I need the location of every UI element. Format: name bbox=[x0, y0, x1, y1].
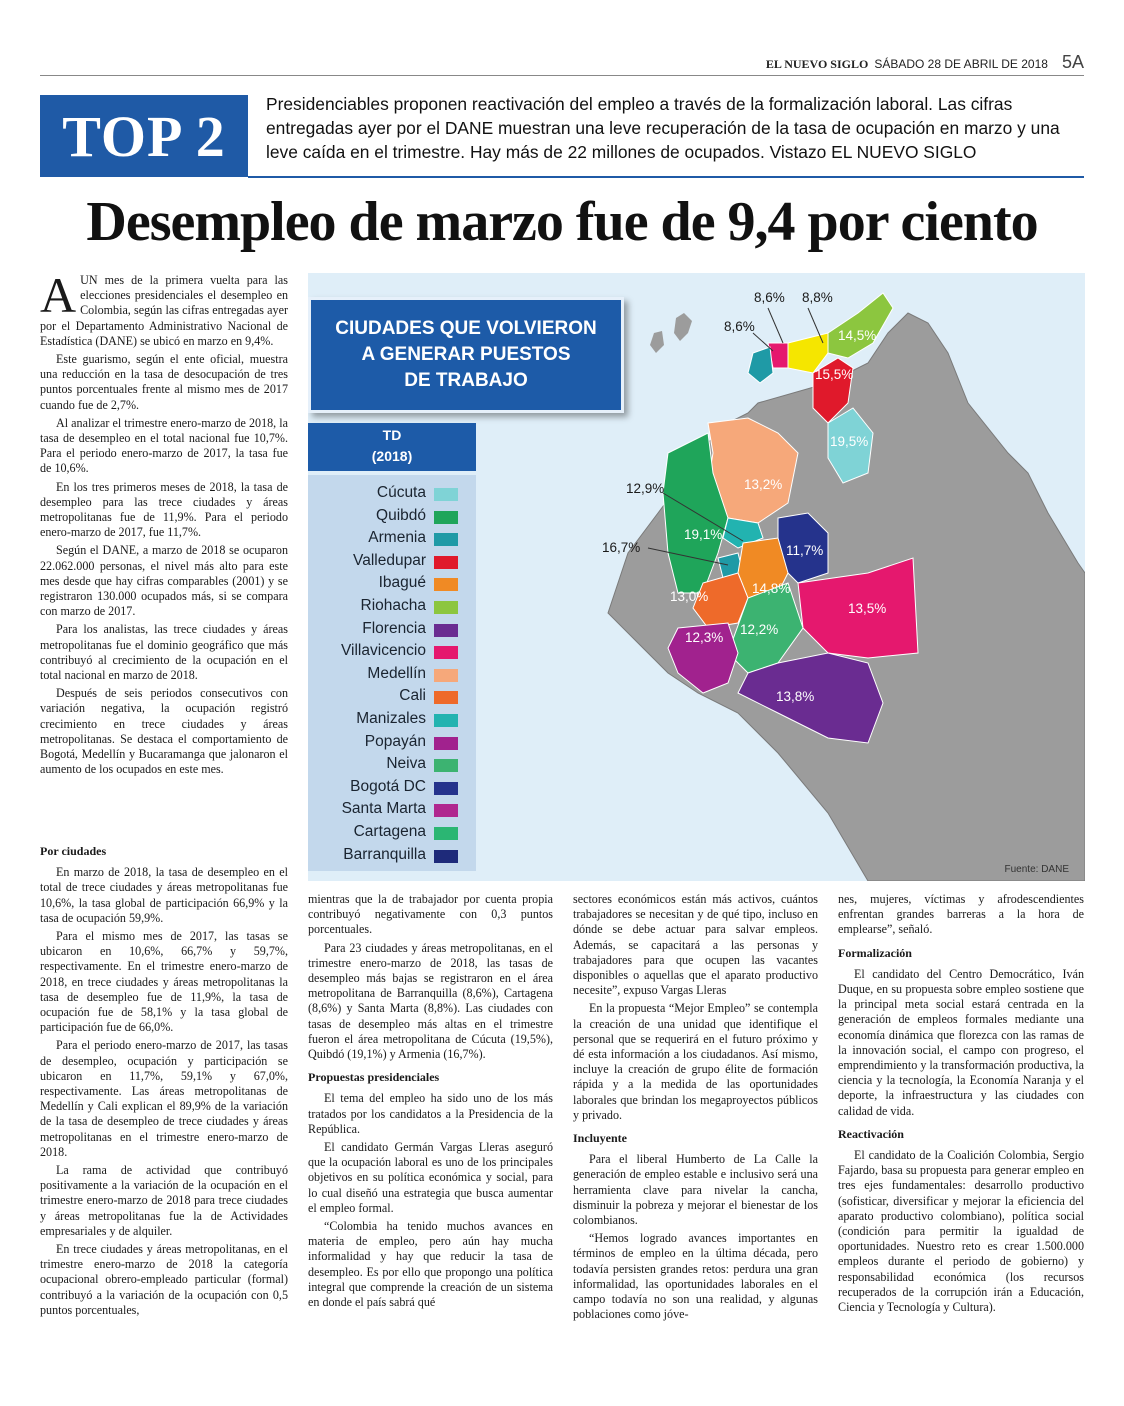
legend-swatch bbox=[434, 804, 458, 817]
article-paragraph: En los tres primeros meses de 2018, la tasa de desempleo para las trece ciudades y áreas metropolitanas fue de 11,9%. Para el periodo enero-marzo de 2017, fue 11,7%. bbox=[40, 479, 288, 540]
article-paragraph: AUN mes de la primera vuelta para las elecciones presidenciales el desempleo en Colombia, según las cifras entregadas ayer por el Departamento Administrativo Nacional de Estadística (DANE) se ubicó en marzo en 9,4%. bbox=[40, 267, 288, 348]
article-paragraph: Después de seis periodos consecutivos con variación negativa, la ocupación registró crecimiento en trece ciudades y áreas metropolitanas. Se destaca el comportamiento de Bogotá, Medellín y Bucaramanga que jalonaron el aumento de los ocupados en este mes. bbox=[40, 686, 288, 777]
legend-swatch bbox=[434, 669, 458, 682]
legend-swatch bbox=[434, 578, 458, 591]
map-label-cali: 13,0% bbox=[670, 589, 709, 604]
map-label-armenia: 16,7% bbox=[602, 540, 641, 555]
article-paragraph: En la propuesta “Mejor Empleo” se contempla la creación de una unidad que identifique el personal que se requerirá en el futuro próximo y dé esta información a los ciudadanos. Así mismo, incluye la creación de grupo élite de formación rápida y a la medida de las oportunidades laborales que brindan los megaproyectos públicos y privado. bbox=[573, 1001, 818, 1122]
article-paragraph: Este guarismo, según el ente oficial, muestra una reducción en la tasa de desocupación de tres puntos porcentuales frente al mismo mes de 2017 cuando fue de 2,7%. bbox=[40, 352, 288, 412]
masthead bbox=[766, 52, 1084, 73]
legend-swatch bbox=[434, 624, 458, 637]
legend-item bbox=[308, 551, 476, 573]
subheading: Reactivación bbox=[838, 1126, 904, 1141]
legend-item bbox=[308, 686, 476, 708]
legend-item-label: Cartagena bbox=[353, 823, 426, 840]
legend-item bbox=[308, 709, 476, 731]
graphic-title-line: CIUDADES QUE VOLVIERON bbox=[335, 318, 597, 339]
legend-item-label: Cali bbox=[399, 687, 426, 705]
map-label-barranquilla: 8,6% bbox=[754, 290, 785, 305]
article-paragraph: Para 23 ciudades y áreas metropolitanas, en el trimestre enero-marzo de 2018, las tasas de desempleo más bajas se registraron en el área metropolitana de Barranquilla (8,6%), Cartagena (8,6%) y Santa Marta (8,8%). Las ciudades con tasas de desempleo más altas en el trimestre fueron el área metropolitana de Cúcuta (19,5%), Quibdó (19,1%) y Armenia (16,7%). bbox=[308, 940, 553, 1062]
legend-item-label: Manizales bbox=[356, 710, 426, 727]
article-column-2 bbox=[308, 892, 553, 1313]
legend-swatch bbox=[434, 827, 458, 840]
legend-swatch bbox=[434, 759, 458, 772]
legend-item-label: Cúcuta bbox=[376, 484, 426, 501]
article-paragraph: La rama de actividad que contribuyó positivamente a la variación de la ocupación en el trimestre enero-marzo de 2018 para trece ciudades y áreas metropolitanas fue la de Actividades empresariales y de alquiler. bbox=[40, 1163, 288, 1238]
legend-header bbox=[308, 423, 476, 471]
article-paragraph: Para el liberal Humberto de La Calle la generación de empleo estable e inclusivo será una herramienta clave para nivelar la cancha, disminuir la pobreza y mejorar el bienestar de los colombianos. bbox=[573, 1152, 818, 1228]
infographic bbox=[308, 273, 1085, 881]
legend-item bbox=[308, 596, 476, 618]
article-paragraph: Para el mismo mes de 2017, las tasas se ubicaron en 10,6%, 66,7% y 59,7%, respectivamente. En el trimestre enero-marzo de 2018, en trece ciudades y áreas metropolitanas la tasa de desempleo fue de 11,9%, la tasa de ocupación fue de 58,1% y la tasa global de participación fue de 66,0%. bbox=[40, 929, 288, 1035]
legend-item-label: Bogotá DC bbox=[350, 777, 426, 795]
map-label-neiva: 12,2% bbox=[740, 622, 779, 637]
article-column-4 bbox=[838, 892, 1084, 1318]
article-paragraph: El candidato de la Coalición Colombia, Sergio Fajardo, basa su propuesta para generar empleo en tres ejes fundamentales: desarrollo productivo (sofisticar, diversificar y mejorar la eficiencia del aparato productivo colombiano), política social (condición para permitir la igualdad de oportunidades. Nuestro reto es crear 1.500.000 empleos durante el periodo de gobierno) y responsabilidad económica (los recursos recuperados de la corrupción irán a Educación, Ciencia y Tecnología y Cultura). bbox=[838, 1148, 1084, 1315]
top-rule bbox=[40, 75, 1084, 76]
legend-header-line: (2018) bbox=[371, 448, 413, 464]
legend-item-label: Popayán bbox=[364, 732, 426, 750]
legend-item-label: Florencia bbox=[362, 619, 426, 637]
article-paragraph: En marzo de 2018, la tasa de desempleo en el total de trece ciudades y áreas metropolitanas fue 10,6%, la tasa global de participación 66,9% y la tasa de ocupación 59,9%. bbox=[40, 865, 288, 925]
article-paragraph: sectores económicos están más activos, cuántos trabajadores se necesitan y de qué tipo, incluso en dónde se debe actuar para salvar empleos. Además, se capacitará a las personas y trabajadores para que ocupen las vacantes disponibles o aquellas que el aparato productivo necesite”, expuso Vargas Lleras bbox=[573, 892, 818, 998]
map-island bbox=[674, 313, 692, 341]
legend-swatch bbox=[434, 488, 458, 501]
legend-item bbox=[308, 822, 476, 844]
map-label-riohacha: 14,5% bbox=[838, 328, 877, 343]
legend-item bbox=[308, 528, 476, 550]
legend bbox=[308, 475, 476, 871]
article-paragraph: “Hemos logrado avances importantes en términos de empleo en la última década, pero todavía persisten grandes retos: perdura una gran informalidad, las oportunidades laborales en el campo todavía no son una realidad, y algunas poblaciones como jóve- bbox=[573, 1231, 818, 1322]
page-number: 5A bbox=[1061, 52, 1084, 72]
legend-item bbox=[308, 641, 476, 663]
legend-item-label: Riohacha bbox=[360, 597, 426, 614]
legend-item bbox=[308, 664, 476, 686]
legend-swatch bbox=[434, 556, 458, 569]
legend-item bbox=[308, 483, 476, 505]
legend-item-label: Villavicencio bbox=[340, 642, 426, 660]
map-label-cartagena: 8,6% bbox=[724, 319, 755, 334]
issue-date: SÁBADO 28 DE ABRIL DE 2018 bbox=[874, 57, 1048, 71]
article-paragraph: mientras que la de trabajador por cuenta propia contribuyó negativamente con 0,3 puntos porcentuales. bbox=[308, 892, 553, 937]
map-label-cucuta: 19,5% bbox=[830, 434, 869, 449]
subheading: Incluyente bbox=[573, 1131, 627, 1146]
article-paragraph: El candidato del Centro Democrático, Iván Duque, en su propuesta sobre empleo sostiene que la principal meta social estará centrada en la generación de empleos formales mediante una economía dinámica que florezca con las ramas de la innovación social, el campo con progreso, el emprendimiento y la transformación productiva, la ciencia y la tecnología, la Economía Naranja y el deporte, la infraestructura y las ciudades con calidad de vida. bbox=[838, 966, 1084, 1118]
legend-item bbox=[308, 619, 476, 641]
legend-item-label: Quibdó bbox=[376, 506, 426, 524]
subheading: Por ciudades bbox=[40, 844, 107, 858]
map-island-2 bbox=[650, 331, 664, 353]
legend-item bbox=[308, 506, 476, 528]
legend-item-label: Barranquilla bbox=[343, 845, 426, 863]
article-paragraph: “Colombia ha tenido muchos avances en materia de empleo, pero aún hay mucha informalidad y hay que reducir la tasa de desempleo. Es por ello que propongo una política integral que comprende la creación de un sistema en donde el país sabrá qué bbox=[308, 1219, 553, 1310]
map-label-popayan: 12,3% bbox=[685, 630, 724, 645]
article-paragraph: En trece ciudades y áreas metropolitanas, en el trimestre enero-marzo de 2018 la categoría ocupacional obrero-empleado particular (formal) contribuyó a la variación de la ocupación con 0,5 puntos porcentuales, bbox=[40, 1242, 288, 1317]
map-label-quibdo: 19,1% bbox=[684, 527, 723, 542]
map-label-ibague: 14,8% bbox=[752, 581, 791, 596]
legend-item bbox=[308, 777, 476, 799]
legend-item-label: Medellín bbox=[367, 664, 426, 682]
article-column-3 bbox=[573, 892, 818, 1325]
article-paragraph: Para los analistas, las trece ciudades y áreas metropolitanas fue el dominio geográfico que más contribuyó al crecimiento de la ocupación en el total nacional en marzo de 2018. bbox=[40, 622, 288, 683]
map-label-bogota: 11,7% bbox=[786, 543, 824, 558]
legend-swatch bbox=[434, 737, 458, 750]
legend-header-line: TD bbox=[382, 427, 402, 443]
legend-swatch bbox=[434, 850, 458, 863]
graphic-title-box bbox=[308, 297, 624, 413]
legend-item-label: Neiva bbox=[386, 755, 426, 773]
section-rule bbox=[248, 176, 1084, 178]
legend-swatch bbox=[434, 646, 458, 659]
article-column-1-lower bbox=[40, 836, 288, 1321]
legend-swatch bbox=[434, 691, 458, 704]
legend-item-label: Valledupar bbox=[353, 551, 426, 569]
legend-item bbox=[308, 845, 476, 867]
legend-item bbox=[308, 799, 476, 821]
article-column-1 bbox=[40, 267, 288, 781]
drop-cap: A bbox=[40, 267, 77, 323]
article-paragraph: El tema del empleo ha sido uno de los más tratados por los candidatos a la Presidencia de la República. bbox=[308, 1091, 553, 1136]
map-label-valledupar: 15,5% bbox=[815, 367, 854, 382]
legend-item-label: Santa Marta bbox=[341, 800, 426, 818]
map-label-manizales: 12,9% bbox=[626, 481, 665, 496]
graphic-title-line: A GENERAR PUESTOS bbox=[361, 344, 571, 365]
subheading: Formalización bbox=[838, 945, 912, 960]
leader-line bbox=[753, 333, 773, 351]
article-paragraph: Para el periodo enero-marzo de 2017, las tasas de desempleo, ocupación y participación se ubicaron en 11,7%, 59,1% y 67,0%, respectivamente. Las áreas metropolitanas de Medellín y Cali explican el 89,9% de la variación de la tasa de desempleo de trece ciudades y áreas metropolitanas en el trimestre enero-marzo de 2018. bbox=[40, 1038, 288, 1159]
article-paragraph: Según el DANE, a marzo de 2018 se ocuparon 22.062.000 personas, el nivel más alto para este mes desde que hay cifras comparables (2001) y se registraron 130.000 ocupados más, si se compara con marzo de 2017. bbox=[40, 543, 288, 619]
subheading: Propuestas presidenciales bbox=[308, 1070, 440, 1085]
legend-item-label: Armenia bbox=[368, 529, 426, 547]
legend-swatch bbox=[434, 511, 458, 524]
legend-swatch bbox=[434, 714, 458, 727]
legend-item bbox=[308, 754, 476, 776]
leader-line bbox=[768, 308, 783, 343]
lead-paragraph: Presidenciables proponen reactivación del empleo a través de la formalización laboral. Las cifras entregadas ayer por el DANE muestran una leve recuperación de la tasa de ocupación en marzo y una leve caída en el trimestre. Hay más de 22 millones de ocupados. Vistazo EL NUEVO SIGLO bbox=[266, 94, 1060, 162]
legend-item bbox=[308, 732, 476, 754]
region-cartagena bbox=[748, 347, 773, 383]
legend-item bbox=[308, 573, 476, 595]
article-paragraph: nes, mujeres, víctimas y afrodescendientes enfrentan grandes barreras a la hora de emplearse”, señaló. bbox=[838, 892, 1084, 937]
article-paragraph: El candidato Germán Vargas Lleras aseguró que la ocupación laboral es uno de los principales objetivos en su política económica y social, para lo cual diseñó una estrategia que busca aumentar el empleo formal. bbox=[308, 1140, 553, 1215]
headline: Desempleo de marzo fue de 9,4 por ciento bbox=[86, 191, 1038, 253]
map-label-santa-marta: 8,8% bbox=[802, 290, 833, 305]
map-label-villavicencio: 13,5% bbox=[848, 601, 887, 616]
section-badge: TOP 2 bbox=[40, 95, 248, 177]
publication-name: EL NUEVO SIGLO bbox=[765, 57, 869, 71]
article-paragraph: Al analizar el trimestre enero-marzo de 2018, la tasa de desempleo en el total nacional fue 10,7%. Para el periodo enero-marzo de 2017, la tasa fue de 10,6%. bbox=[40, 415, 288, 476]
legend-swatch bbox=[434, 601, 458, 614]
legend-swatch bbox=[434, 533, 458, 546]
legend-swatch bbox=[434, 782, 458, 795]
map-label-florencia: 13,8% bbox=[776, 689, 815, 704]
source-note: Fuente: DANE bbox=[1004, 864, 1069, 875]
legend-item-label: Ibagué bbox=[378, 574, 426, 592]
map-label-medellin: 13,2% bbox=[744, 477, 783, 492]
graphic-title-line: DE TRABAJO bbox=[404, 370, 528, 391]
